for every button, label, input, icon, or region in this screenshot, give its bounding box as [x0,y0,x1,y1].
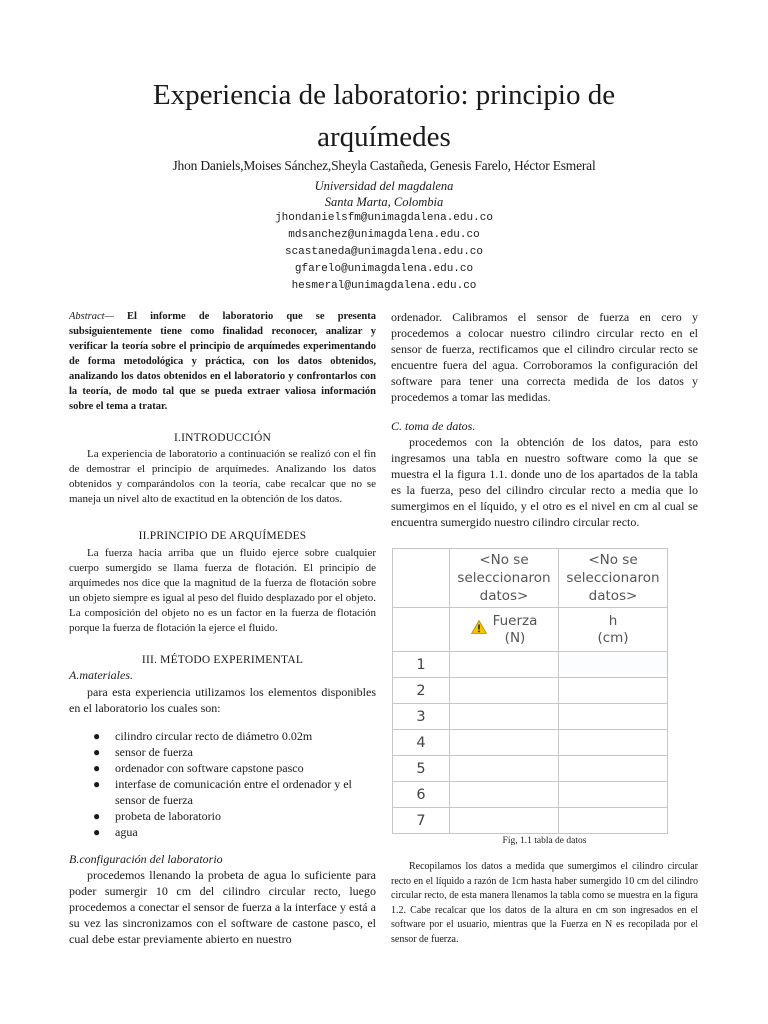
column-header-fuerza[interactable] [450,608,559,652]
table-cell[interactable] [559,704,668,730]
column-unit-h: (cm) [597,629,629,646]
intro-paragraph [69,447,376,507]
abstract-text: El informe de laboratorio que se presenta subsiguientemente tiene como finalidad reconocer, analizar y verificar la teoría sobre el principio de arquímedes experimentando de forma metodológica y práctica, con los datos obtenidos, analizando los datos obtenidos en el laboratorio y confrontarlos con la teoría, de modo tal que se pueda extraer valiosa información sobre el tema a tratar. [69,311,376,412]
row-number: 6 [393,782,450,808]
affiliation-city: Santa Marta, Colombia [324,195,444,209]
table-cell[interactable] [559,756,668,782]
table-cell[interactable] [450,678,559,704]
list-item: ● interfase de comunicación entre el ordenador y el sensor de fuerza [93,777,352,807]
column-name-h: h [608,612,618,629]
list-item: ● agua [93,825,138,839]
list-item-text: sensor de fuerza [115,745,193,759]
table-cell[interactable] [450,704,559,730]
email-4: gfarelo@unimagdalena.edu.co [294,263,474,275]
table-cell[interactable] [450,808,559,834]
table-corner-cell [393,549,450,608]
warning-icon [471,620,487,639]
table-cell[interactable] [450,652,559,678]
column-header-no-selection[interactable]: <No se seleccionaron datos> [450,549,559,608]
list-item-text: agua [115,825,138,839]
principle-paragraph [69,546,376,636]
email-5: hesmeral@unimagdalena.edu.co [291,280,477,292]
table-cell[interactable] [559,730,668,756]
email-1: jhondanielsfm@unimagdalena.edu.co [275,212,493,224]
column-unit-fuerza: (N) [504,629,526,646]
row-number: 5 [393,756,450,782]
abstract-label: Abstract— [69,311,114,322]
row-number: 1 [393,652,450,678]
table-cell[interactable] [450,782,559,808]
list-item-text: cilindro circular recto de diámetro 0.02m [115,729,313,743]
principle-text: La fuerza hacia arriba que un fluido ejerce sobre cualquier cuerpo sumergido se llama fuerza de flotación. El principio de arquímedes nos dice que la magnitud de la fuerza de flotación sobre un objeto siempre es igual al peso del fluido desplazado por el objeto. La composición del objeto no es un factor en la fuerza de flotación porque la fuerza de flotación la ejerce el fluido. [69,547,377,634]
table-corner-cell [393,608,450,652]
after-table-paragraph [391,860,698,947]
heading-introduction: I.INTRODUCCIÓN [173,432,272,444]
data-table [392,548,668,834]
materials-text: para esta experiencia utilizamos los elementos disponibles en el laboratorio los cuales son: [69,685,376,715]
table-cell[interactable] [559,808,668,834]
table-cell[interactable] [559,678,668,704]
email-2: mdsanchez@unimagdalena.edu.co [288,229,480,241]
intro-text: La experiencia de laboratorio a continuación se realizó con el fin de demostrar el principio de arquímedes. Analizando los datos obtenidos y comparándolos con la teoría, cabe recalcar que no se maneja un nivel alto de exactitud en la obtención de los datos. [69,448,376,505]
row-number: 7 [393,808,450,834]
config-text: procedemos llenando la probeta de agua lo suficiente para poder sumergir 10 cm del cilindro circular recto, luego procedemos a conectar el sensor de fuerza a la interface y está a su vez las sincronizamos con el software de castone pasco, el cual debe estar previamente abierto en nuestro [69,868,376,946]
config-continued-paragraph [391,309,698,405]
list-item: ● ordenador con software capstone pasco [93,761,304,775]
subheading-config: B.configuración del laboratorio [69,852,223,866]
email-3: scastaneda@unimagdalena.edu.co [284,246,484,258]
table-cell[interactable] [450,730,559,756]
materials-paragraph [69,684,376,716]
list-item-text: probeta de laboratorio [115,809,221,823]
row-number: 2 [393,678,450,704]
list-item-text: interfase de comunicación entre el ordenador y el sensor de fuerza [115,777,352,807]
config-continued-text: ordenador. Calibramos el sensor de fuerza en cero y procedemos a colocar nuestro cilindro circular recto en el sensor de fuerza, rectificamos que el cilindro circular recto se encuentre fuera del agua. Corroboramos la configuración del software para tener una correcta medida de los datos y procedemos a tomar las medidas. [391,310,698,404]
materials-list [69,728,376,840]
subheading-materials: A.materiales. [69,668,133,682]
subheading-data: C. toma de datos. [391,419,476,433]
row-number: 4 [393,730,450,756]
after-table-text: Recopilamos los datos a medida que sumergimos el cilindro circular recto en el líquido a razón de 1cm hasta haber sumergido 10 cm del cilindro circular recto, de esta manera llenamos la tabla como se muestra en la figura 1.2. Cabe recalcar que los datos de la altura en cm son ingresados en el software por el usuario, mientras que la Fuerza en N es recopilada por el sensor de fuerza. [391,861,698,945]
row-number: 3 [393,704,450,730]
affiliation-university: Universidad del magdalena [314,179,454,193]
config-paragraph [69,867,376,947]
list-item-text: ordenador con software capstone pasco [115,761,304,775]
column-header-h[interactable] [559,608,668,652]
abstract [69,309,376,414]
table-cell[interactable] [559,782,668,808]
column-name-fuerza: Fuerza [492,612,538,629]
figure-caption: Fig, 1.1 tabla de datos [502,836,587,846]
list-item: ● probeta de laboratorio [93,809,221,823]
heading-method: III. MÉTODO EXPERIMENTAL [141,654,304,666]
column-header-no-selection[interactable]: <No se seleccionaron datos> [559,549,668,608]
table-cell[interactable] [450,756,559,782]
table-cell-selected[interactable] [559,652,668,678]
author-list: Jhon Daniels,Moises Sánchez,Sheyla Castañeda, Genesis Farelo, Héctor Esmeral [172,158,596,173]
paper-title: Experiencia de laboratorio: principio de arquímedes [152,79,616,153]
list-item: ● sensor de fuerza [93,745,193,759]
data-paragraph [391,434,698,530]
list-item: ● cilindro circular recto de diámetro 0.02m [93,729,313,743]
data-text: procedemos con la obtención de los datos, para esto ingresamos una tabla en nuestro software como la que se muestra el la figura 1.1. donde uno de los apartados de la tabla es la fuerza, peso del cilindro circular recto a media que lo sumergimos en el líquido, y el otro es el nivel en cm al cual se encuentra sumergido nuestro cilindro circular recto. [391,435,698,529]
heading-principle: II.PRINCIPIO DE ARQUÍMEDES [138,530,307,542]
